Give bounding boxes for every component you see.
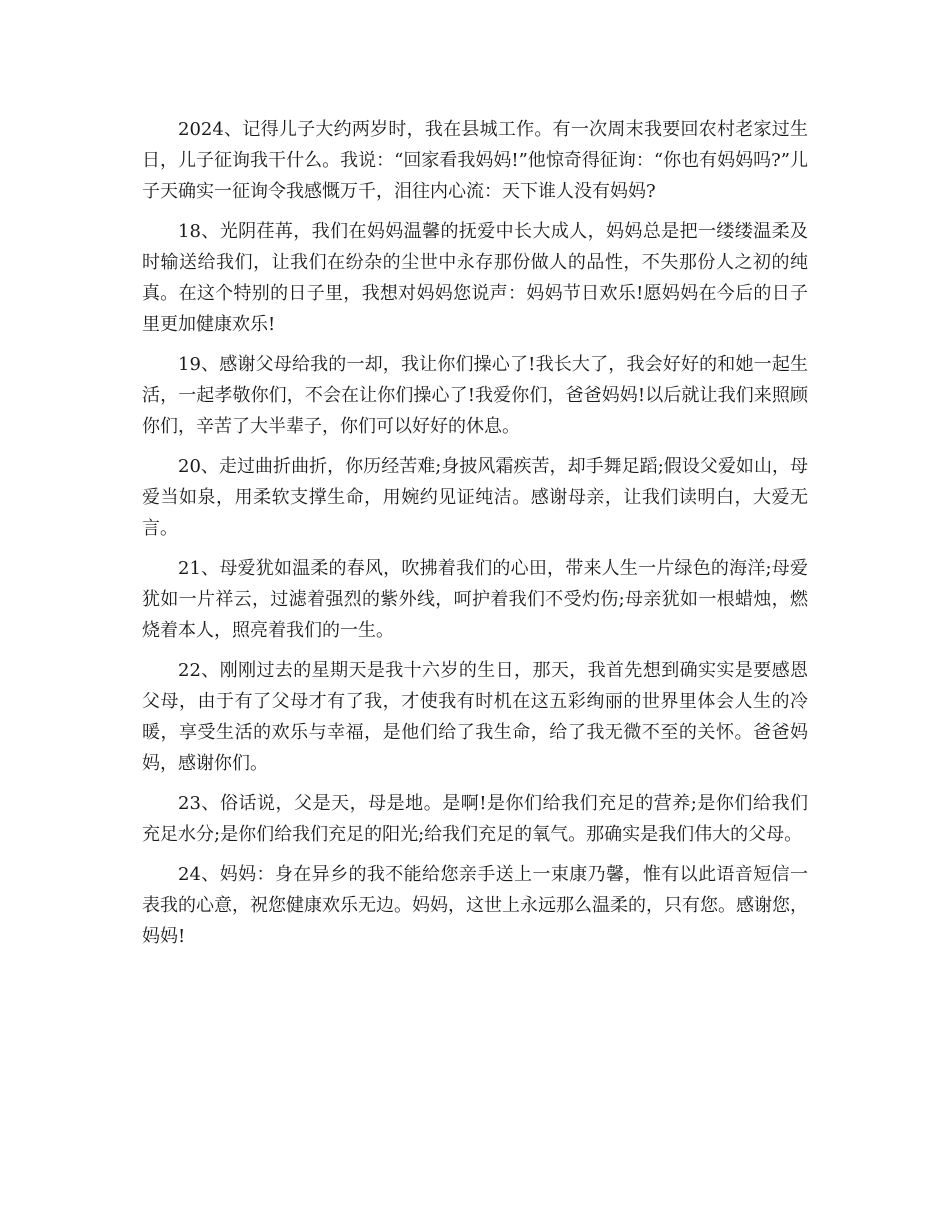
paragraph-6: 22、刚刚过去的星期天是我十六岁的生日，那天，我首先想到确实实是要感恩父母，由于有了父母才有了我，才使我有时机在这五彩绚丽的世界里体会人生的冷暖，享受生活的欢乐与幸福，是他们给了我生命，给了我无微不至的关怀。爸爸妈妈，感谢你们。 xyxy=(142,660,808,774)
paragraph-7: 23、俗话说，父是天，母是地。是啊!是你们给我们充足的营养;是你们给我们充足水分;是你们给我们充足的阳光;给我们充足的氧气。那确实是我们伟大的父母。 xyxy=(142,793,808,845)
paragraph-5: 21、母爱犹如温柔的春风，吹拂着我们的心田，带来人生一片绿色的海洋;母爱犹如一片祥云，过滤着强烈的紫外线，呵护着我们不受灼伤;母亲犹如一根蜡烛，燃烧着本人，照亮着我们的一生。 xyxy=(142,558,808,641)
paragraph-3: 19、感谢父母给我的一却，我让你们操心了!我长大了，我会好好的和她一起生活，一起孝敬你们，不会在让你们操心了!我爱你们，爸爸妈妈!以后就让我们来照顾你们，辛苦了大半辈子，你们可以好好的休息。 xyxy=(142,354,808,437)
paragraph-2: 18、光阴荏苒，我们在妈妈温馨的抚爱中长大成人，妈妈总是把一缕缕温柔及时输送给我们，让我们在纷杂的尘世中永存那份做人的品性，不失那份人之初的纯真。在这个特别的日子里，我想对妈妈您说声：妈妈节日欢乐!愿妈妈在今后的日子里更加健康欢乐! xyxy=(142,221,808,335)
paragraph-8: 24、妈妈：身在异乡的我不能给您亲手送上一束康乃馨，惟有以此语音短信一表我的心意，祝您健康欢乐无边。妈妈，这世上永远那么温柔的，只有您。感谢您，妈妈! xyxy=(142,864,808,947)
document-body xyxy=(142,114,808,961)
paragraph-4: 20、走过曲折曲折，你历经苦难;身披风霜疾苦，却手舞足蹈;假设父爱如山，母爱当如泉，用柔软支撑生命，用婉约见证纯洁。感谢母亲，让我们读明白，大爱无言。 xyxy=(142,456,808,539)
paragraph-1: 2024、记得儿子大约两岁时，我在县城工作。有一次周末我要回农村老家过生日，儿子征询我干什么。我说：“回家看我妈妈!”他惊奇得征询：“你也有妈妈吗?”儿子天确实一征询令我感慨万千，泪往内心流：天下谁人没有妈妈? xyxy=(142,119,808,202)
